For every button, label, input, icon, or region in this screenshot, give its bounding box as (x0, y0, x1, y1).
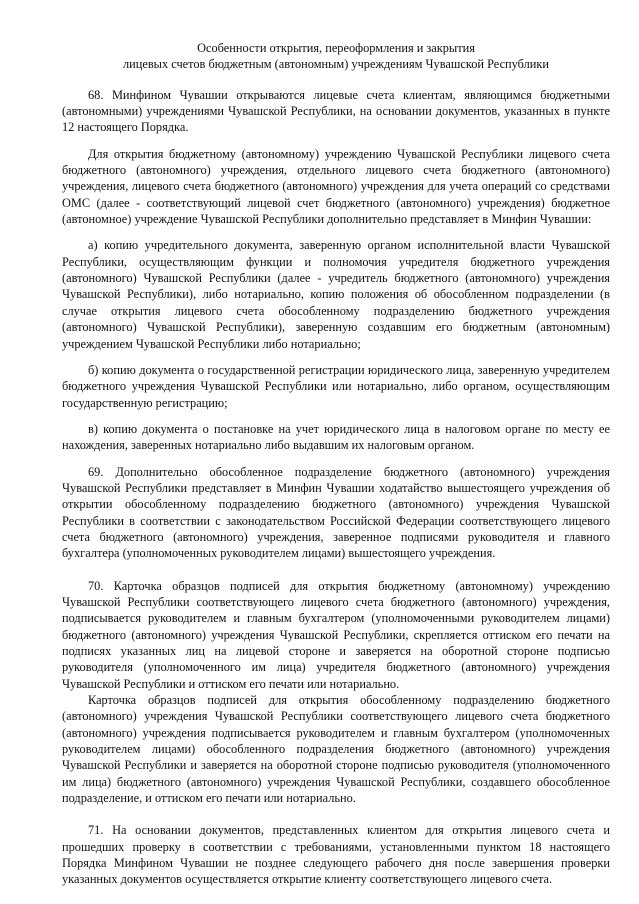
section-title-line-1: Особенности открытия, переоформления и закрытия (197, 41, 475, 55)
paragraph-70-separate-unit: Карточка образцов подписей для открытия обособленному подразделению бюджетного (автономного) учреждения Чувашской Республики соответствующего лицевого счета бюджетного (автономного) учреждения подписывается руководителем и главным бухгалтером (уполномоченных руководителем лицами) обособленного подразделения бюджетного (автономного) учреждения Чувашской Республики и заверяется на оборотной стороне подписью руководителя (уполномоченного им лица) бюджетного (автономного) учреждения Чувашской Республики, создавшего обособленное подразделение, и оттиском его печати или нотариально. (62, 693, 610, 806)
item-v: в) копию документа о постановке на учет юридического лица в налоговом органе по месту ее нахождения, заверенных нотариально либо выдавшим их налоговым органом. (62, 421, 610, 453)
section-title-line-2: лицевых счетов бюджетным (автономным) учреждениям Чувашской Республики (122, 57, 549, 72)
section-title (62, 40, 610, 73)
item-a: а) копию учредительного документа, заверенную органом исполнительной власти Чувашской Республики, осуществляющим функции и полномочия учредителя бюджетного учреждения (автономного) Чувашской Республики (далее - учредитель бюджетного (автономного) учреждения Чувашской Республики), либо нотариально, копию положения об обособленном подразделении (в случае открытия лицевого счета обособленному подразделению бюджетного учреждения (автономного) Чувашской Республики), заверенную создавшим его бюджетным (автономным) учреждением Чувашской Республики либо нотариально; (62, 238, 610, 351)
document-page (62, 40, 610, 888)
paragraph-68-requirements: Для открытия бюджетному (автономному) учреждению Чувашской Республики лицевого счета бюджетного (автономного) учреждения, отдельного лицевого счета бюджетного (автономного) учреждения, лицевого счета бюджетного (автономного) учреждения для учета операций со средствами ОМС (далее - соответствующий лицевой счет бюджетного (автономного) учреждения) бюджетное (автономное) учреждение Чувашской Республики дополнительно представляет в Минфин Чувашии: (62, 146, 610, 227)
paragraph-70: 70. Карточка образцов подписей для открытия бюджетному (автономному) учреждению Чувашской Республики соответствующего лицевого счета бюджетного (автономного) учреждения, подписывается руководителем и главным бухгалтером (уполномоченными руководителем лицами) бюджетного (автономного) учреждения Чувашской Республики, скрепляется оттиском его печати на подписях указанных лиц на лицевой стороне и заверяется на оборотной стороне подписью руководителя (уполномоченного им лица) учредителя бюджетного (автономного) учреждения Чувашской Республики и оттиском его печати или нотариально. (62, 578, 610, 691)
item-b: б) копию документа о государственной регистрации юридического лица, заверенную учредителем бюджетного учреждения Чувашской Республики или нотариально, либо органом, осуществляющим государственную регистрацию; (62, 362, 610, 410)
paragraph-69: 69. Дополнительно обособленное подразделение бюджетного (автономного) учреждения Чувашской Республики представляет в Минфин Чувашии ходатайство вышестоящего учреждения об открытии обособленному подразделению бюджетного (автономного) учреждения Чувашской Республики в соответствии с законодательством Российской Федерации соответствующего лицевого счета бюджетного (автономного) учреждения, заверенное подписями руководителя и главного бухгалтера (уполномоченных руководителем лицами) вышестоящего учреждения. (62, 464, 610, 561)
paragraph-68: 68. Минфином Чувашии открываются лицевые счета клиентам, являющимся бюджетными (автономными) учреждениями Чувашской Республики, на основании документов, указанных в пункте 12 настоящего Порядка. (62, 87, 610, 135)
paragraph-71: 71. На основании документов, представленных клиентом для открытия лицевого счета и прошедших проверку в соответствии с требованиями, установленными пунктом 18 настоящего Порядка Минфином Чувашии не позднее следующего рабочего дня после завершения проверки указанных документов осуществляется открытие клиенту соответствующего лицевого счета. (62, 823, 610, 887)
